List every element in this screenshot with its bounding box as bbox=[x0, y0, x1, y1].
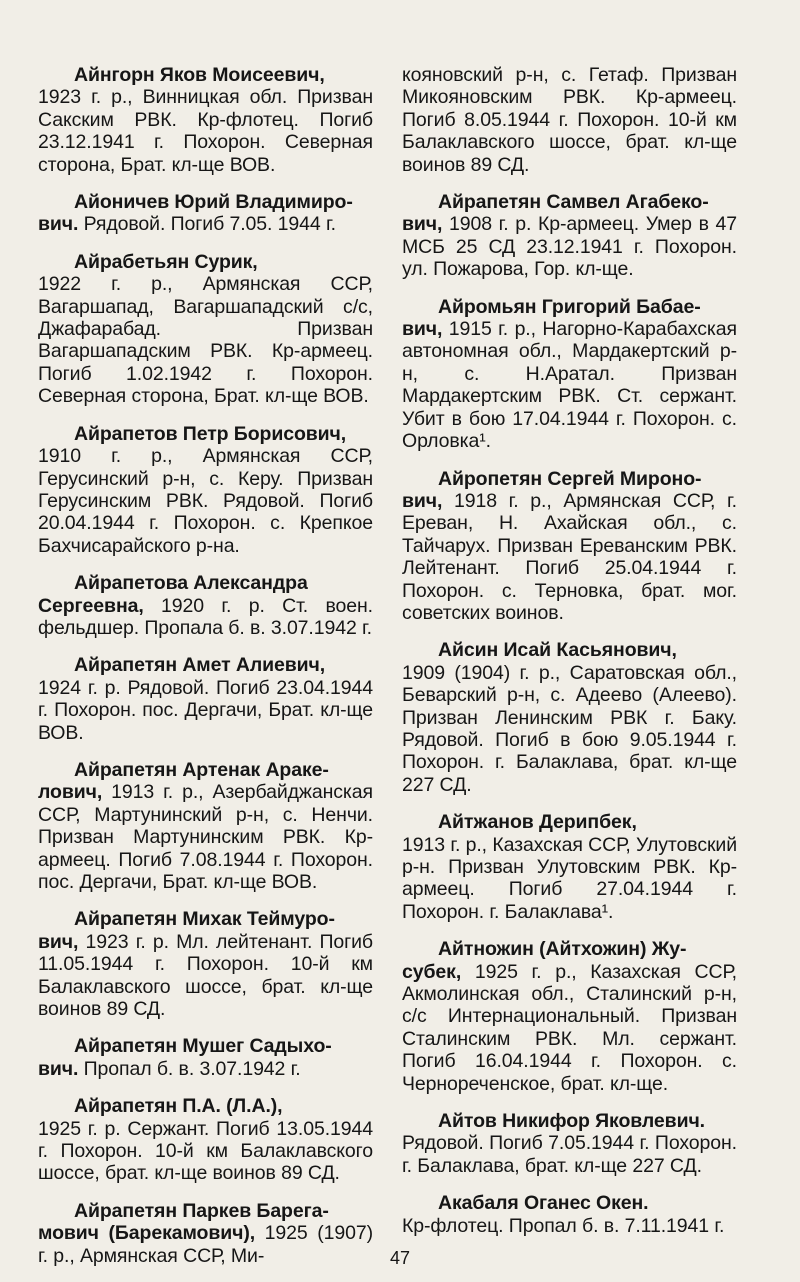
entry bbox=[38, 908, 373, 1020]
entry-details bbox=[402, 662, 737, 796]
entry bbox=[38, 759, 373, 893]
entry-text: 1913 г. р., Азербайджанская ССР, Мартунинский р-н, с. Ненчи. Призван Мартунинским РВК. Кр-армеец. Погиб 7.08.1944 г. Похорон. пос. Дергачи, Брат. кл-ще ВОВ. bbox=[38, 781, 373, 893]
entry-text: 1910 г. р., Армянская ССР, Герусинский р-н, с. Керу. Призван Герусинским РВК. Рядовой. Погиб 20.04.1944 г. Похорон. с. Крепкое Бахчисарайского р-на. bbox=[38, 445, 373, 557]
entry-name-continuation: мович (Барекамович), bbox=[38, 1222, 256, 1245]
entry-details bbox=[402, 213, 737, 280]
entry-text: 1915 г. р., Нагорно-Карабахская автономная обл., Мардакертский р-н, с. Н.Аратал. Призван Мардакертским РВК. Ст. сержант. Убит в бою 17.04.1944 г. Похорон. с. Орловка¹. bbox=[402, 318, 737, 453]
entry-name: Айтов Никифор Яковлевич. bbox=[438, 1110, 705, 1133]
entry-text: 1923 г. р., Винницкая обл. Призван Сакским РВК. Кр-флотец. Погиб 23.12.1941 г. Похорон. Северная сторона, Брат. кл-ще ВОВ. bbox=[38, 86, 373, 176]
entry-text: Рядовой. Погиб 7.05.1944 г. Похорон. г. Балаклава, брат. кл-ще 227 СД. bbox=[402, 1132, 737, 1177]
entry-text: 1920 г. р. Ст. воен. фельдшер. Пропала б. в. 3.07.1942 г. bbox=[38, 594, 373, 639]
entry-details bbox=[38, 86, 373, 176]
entry-details bbox=[402, 1132, 737, 1177]
entry-name: Айрапетов Петр Борисович, bbox=[74, 422, 347, 445]
entry bbox=[38, 191, 373, 236]
entry-details bbox=[38, 1118, 373, 1185]
entry-details bbox=[38, 213, 373, 235]
entry-text: Пропал б. в. 3.07.1942 г. bbox=[78, 1057, 301, 1080]
entry-details bbox=[38, 595, 373, 640]
entry-text: 1918 г. р., Армянская ССР, г. Ереван, Н. Ахайская обл., с. Тайчарух. Призван Ереванским РВК. Лейтенант. Погиб 25.04.1944 г. Похорон. с. Терновка, брат. мог. советских воинов. bbox=[402, 489, 737, 624]
entry bbox=[38, 572, 373, 639]
entry bbox=[38, 423, 373, 557]
entry-name-continuation: лович, bbox=[38, 781, 103, 804]
entry-text: 1925 г. р. Сержант. Погиб 13.05.1944 г. Похорон. 10-й км Балаклавского шоссе, брат. кл-ще воинов 89 СД. bbox=[38, 1117, 373, 1185]
entry-details bbox=[402, 961, 737, 1095]
entry-name: Айнгорн Яков Моисеевич, bbox=[74, 64, 325, 86]
entry bbox=[402, 191, 737, 281]
right-column bbox=[402, 64, 737, 1252]
entry-name-continuation: Сергеевна, bbox=[38, 594, 144, 617]
entry-details bbox=[402, 1215, 737, 1237]
left-column bbox=[38, 64, 373, 1282]
entry-details bbox=[402, 834, 737, 924]
entry-name: Айрапетян Паркев Барега- bbox=[74, 1199, 329, 1222]
entry-details bbox=[402, 490, 737, 624]
entry-text: 1925 (1907) г. р., Армянская ССР, Ми- bbox=[38, 1222, 374, 1267]
entry bbox=[402, 1192, 737, 1237]
entry-name: Айрапетян Амет Алиевич, bbox=[74, 654, 326, 677]
entry-name: Айрапетян Мушег Садыхо- bbox=[74, 1035, 332, 1058]
entry-name-continuation: вич. bbox=[38, 213, 79, 236]
entry bbox=[402, 296, 737, 453]
entry-name-continuation: вич, bbox=[402, 213, 443, 236]
entry-text: 1909 (1904) г. р., Саратовская обл., Беварский р-н, с. Адеево (Алеево). Призван Ленинским РВК г. Баку. Рядовой. Погиб в бою 9.05.1944 г. Похорон. г. Балаклава, брат. кл-ще 227 СД. bbox=[402, 661, 737, 796]
entry bbox=[38, 1095, 373, 1185]
entry-text: 1924 г. р. Рядовой. Погиб 23.04.1944 г. Похорон. пос. Дергачи, Брат. кл-ще ВОВ. bbox=[38, 676, 373, 744]
entry bbox=[38, 251, 373, 408]
entry-details bbox=[38, 273, 373, 407]
entry-name: Айрапетян Самвел Агабеко- bbox=[438, 191, 709, 214]
entry-name: Айрапетян Артенак Араке- bbox=[74, 758, 329, 781]
entry-details bbox=[38, 677, 373, 744]
entry-text: 1908 г. р. Кр-армеец. Умер в 47 МСБ 25 СД 23.12.1941 г. Похорон. ул. Пожарова, Гор. кл-ще. bbox=[402, 213, 737, 281]
entry-name: Айропетян Сергей Мироно- bbox=[438, 467, 702, 490]
entry bbox=[402, 468, 737, 625]
entry-name-continuation: вич. bbox=[38, 1057, 79, 1080]
entry bbox=[402, 938, 737, 1095]
entry-name: Айоничев Юрий Владимиро- bbox=[74, 191, 353, 214]
entry-details bbox=[38, 1058, 373, 1080]
entry-text: 1922 г. р., Армянская ССР, Вагаршапад, Вагаршападский с/с, Джафарабад. Призван Вагаршападским РВК. Кр-армеец. Погиб 1.02.1942 г. Похорон. Северная сторона, Брат. кл-ще ВОВ. bbox=[38, 273, 373, 408]
entry-name: Айрапетян Михак Теймуро- bbox=[74, 908, 335, 931]
entry bbox=[38, 64, 373, 176]
entry-name-continuation: вич, bbox=[38, 930, 79, 953]
entry-name-continuation: субек, bbox=[402, 960, 462, 983]
entry-details bbox=[402, 64, 737, 176]
entry-text: 1925 г. р., Казахская ССР, Акмолинская обл., Сталинский р-н, с/с Интернациональный. Призван Сталинским РВК. Мл. сержант. Погиб 16.04.1944 г. Похорон. с. Чернореченское, брат. кл-ще. bbox=[402, 960, 737, 1095]
entry-text: Рядовой. Погиб 7.05. 1944 г. bbox=[78, 213, 336, 236]
entry-text: Кр-флотец. Пропал б. в. 7.11.1941 г. bbox=[402, 1214, 725, 1237]
entry bbox=[38, 654, 373, 744]
entry-name: Айсин Исай Касьянович, bbox=[438, 639, 677, 662]
entry bbox=[402, 811, 737, 923]
entry-text: 1913 г. р., Казахская ССР, Улутовский р-н. Призван Улутовским РВК. Кр-армеец. Погиб 27.04.1944 г. Похорон. г. Балаклава¹. bbox=[402, 833, 737, 923]
entry bbox=[402, 639, 737, 796]
entry-text: кояновский р-н, с. Гетаф. Призван Микояновским РВК. Кр-армеец. Погиб 8.05.1944 г. Похорон. 10-й км Балаклавского шоссе, брат. кл-ще воинов 89 СД. bbox=[402, 64, 737, 176]
entry-name: Айтжанов Дерипбек, bbox=[438, 811, 637, 834]
entry bbox=[38, 1035, 373, 1080]
entry-name: Айромьян Григорий Бабае- bbox=[438, 295, 701, 318]
entry-name: Айрапетян П.А. (Л.А.), bbox=[74, 1095, 283, 1118]
entry-name: Акабаля Оганес Окен. bbox=[438, 1192, 649, 1215]
entry-name-continuation: вич, bbox=[402, 489, 443, 512]
entry-name-continuation: вич, bbox=[402, 318, 443, 341]
entry-name: Айрапетова Александра bbox=[74, 572, 308, 595]
entry-name: Айрабетьян Сурик, bbox=[74, 250, 258, 273]
entry-details bbox=[38, 931, 373, 1021]
entry-details bbox=[38, 781, 373, 893]
entry bbox=[402, 64, 737, 176]
entry-details bbox=[38, 445, 373, 557]
page-number: 47 bbox=[389, 1248, 411, 1268]
entry bbox=[402, 1110, 737, 1177]
entry-details bbox=[402, 318, 737, 452]
entry-name: Айтножин (Айтхожин) Жу- bbox=[438, 938, 687, 961]
entry-text: 1923 г. р. Мл. лейтенант. Погиб 11.05.1944 г. Похорон. 10-й км Балаклавского шоссе, брат. кл-ще воинов 89 СД. bbox=[38, 930, 373, 1021]
